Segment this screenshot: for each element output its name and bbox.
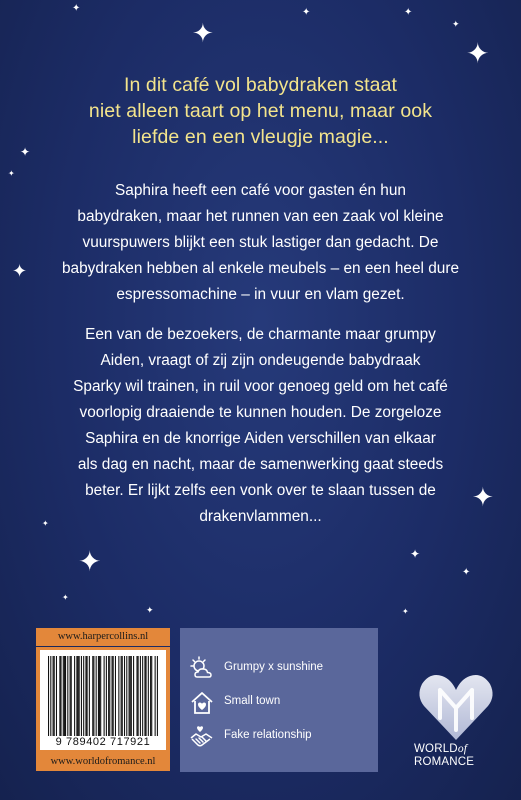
barcode-bar bbox=[146, 656, 147, 736]
tagline-line: In dit café vol babydraken staat bbox=[123, 74, 398, 96]
barcode-block bbox=[36, 628, 170, 772]
barcode-bar bbox=[67, 656, 68, 736]
barcode-bar bbox=[142, 656, 143, 736]
logo-word-world: WORLD bbox=[414, 743, 458, 755]
barcode-bars bbox=[48, 656, 158, 736]
blurb-line: beter. Er lijkt zelfs een vonk over te slaan tussen de bbox=[85, 482, 436, 499]
star-decoration: ✦ bbox=[146, 605, 154, 615]
imprint-url: www.worldofromance.nl bbox=[36, 753, 170, 771]
blurb-line: Saphira heeft een café voor gasten én hun bbox=[115, 182, 406, 199]
trope-item bbox=[180, 656, 378, 682]
barcode-bar bbox=[155, 656, 156, 736]
blurb-line: babydraken hebben al enkele meubels – en een heel dure bbox=[61, 260, 460, 277]
barcode-bar bbox=[96, 656, 97, 736]
barcode-bar bbox=[124, 656, 125, 736]
star-decoration: ✦ bbox=[402, 607, 409, 616]
barcode-bar bbox=[131, 656, 132, 736]
star-decoration: ✦ bbox=[302, 7, 311, 18]
blurb-line: als dag en nacht, maar de samenwerking gaat steeds bbox=[77, 456, 444, 473]
barcode-bar bbox=[65, 656, 66, 736]
barcode-bar bbox=[144, 656, 145, 736]
tagline-line: liefde en een vleugje magie... bbox=[132, 126, 389, 148]
barcode-bar bbox=[118, 656, 119, 736]
star-decoration: ✦ bbox=[78, 546, 102, 577]
barcode-bar bbox=[129, 656, 130, 736]
barcode-bar bbox=[79, 656, 80, 736]
blurb-line: Aiden, vraagt of zij zijn ondeugende babydraak bbox=[100, 352, 421, 369]
barcode-bar bbox=[106, 656, 107, 736]
barcode-bar bbox=[108, 656, 109, 736]
barcode-bar bbox=[104, 656, 105, 736]
trope-item bbox=[180, 690, 378, 716]
blurb-line: Sparky wil trainen, in ruil voor genoeg geld om het café bbox=[73, 378, 448, 395]
house-heart-icon bbox=[188, 690, 216, 716]
barcode-card bbox=[36, 647, 170, 753]
barcode-bar bbox=[92, 656, 93, 736]
barcode-bar bbox=[136, 656, 137, 736]
barcode-bar bbox=[99, 656, 100, 736]
star-decoration: ✦ bbox=[410, 547, 421, 561]
barcode-bar bbox=[74, 656, 75, 736]
barcode-bar bbox=[71, 656, 72, 736]
star-decoration: ✦ bbox=[192, 18, 214, 48]
star-decoration: ✦ bbox=[62, 593, 69, 602]
tagline bbox=[0, 72, 521, 150]
blurb-line: Een van de bezoekers, de charmante maar grumpy bbox=[85, 326, 436, 343]
logo-word-of: of bbox=[457, 743, 468, 755]
logo-wordmark-line2: ROMANCE bbox=[414, 756, 475, 768]
barcode-bar bbox=[98, 656, 99, 736]
barcode-bar bbox=[85, 656, 86, 736]
barcode-bar bbox=[130, 656, 131, 736]
sun-cloud-icon bbox=[188, 656, 216, 682]
barcode-bar bbox=[89, 656, 90, 736]
isbn-number: 9 789402 717921 bbox=[55, 736, 151, 748]
barcode-bar bbox=[59, 656, 60, 736]
barcode-bar bbox=[100, 656, 101, 736]
barcode-bar bbox=[48, 656, 49, 736]
handshake-heart-icon bbox=[188, 724, 216, 750]
barcode-bar bbox=[87, 656, 88, 736]
blurb-line: vuurspuwers blijkt een stuk lastiger dan gedacht. De bbox=[82, 234, 439, 251]
barcode-bar bbox=[50, 656, 51, 736]
tagline-line: niet alleen taart op het menu, maar ook bbox=[88, 100, 433, 122]
trope-label: Fake relationship bbox=[224, 729, 312, 741]
barcode-bar bbox=[83, 656, 84, 736]
barcode-bar bbox=[140, 656, 141, 736]
trope-label: Small town bbox=[224, 695, 281, 707]
blurb-line: voorlopig draaiende te kunnen houden. De zorgeloze bbox=[79, 404, 442, 421]
barcode-bar bbox=[115, 656, 116, 736]
trope-item bbox=[180, 724, 378, 750]
barcode-bar bbox=[53, 656, 54, 736]
blurb-line: espressomachine – in vuur en vlam gezet. bbox=[116, 286, 405, 303]
barcode-bar bbox=[81, 656, 82, 736]
barcode-bar bbox=[121, 656, 122, 736]
star-decoration: ✦ bbox=[8, 169, 15, 178]
star-decoration: ✦ bbox=[72, 3, 81, 14]
star-decoration: ✦ bbox=[12, 261, 28, 281]
barcode-bar bbox=[148, 656, 149, 736]
star-decoration: ✦ bbox=[462, 567, 471, 578]
barcode-bar bbox=[63, 656, 64, 736]
logo-wordmark-line1 bbox=[414, 743, 467, 755]
star-decoration: ✦ bbox=[466, 38, 490, 69]
barcode-bar bbox=[112, 656, 113, 736]
barcode-bar bbox=[56, 656, 57, 736]
barcode-bar bbox=[93, 656, 94, 736]
barcode-bar bbox=[126, 656, 127, 736]
star-decoration: ✦ bbox=[20, 145, 31, 159]
barcode-bar bbox=[150, 656, 151, 736]
trope-label: Grumpy x sunshine bbox=[224, 661, 324, 673]
publisher-url: www.harpercollins.nl bbox=[36, 628, 170, 646]
barcode-bar bbox=[133, 656, 134, 736]
blurb-line: Saphira en de knorrige Aiden verschillen van elkaar bbox=[85, 430, 436, 447]
blurb-line: drakenvlammen... bbox=[199, 508, 322, 525]
blurb-line: babydraken, maar het runnen van een zaak vol kleine bbox=[77, 208, 444, 225]
barcode-bar bbox=[109, 656, 110, 736]
barcode-bar bbox=[54, 656, 55, 736]
barcode-bar bbox=[122, 656, 123, 736]
barcode-bar bbox=[113, 656, 114, 736]
blurb-paragraph-2 bbox=[0, 322, 521, 530]
star-decoration: ✦ bbox=[42, 519, 49, 528]
barcode-bar bbox=[76, 656, 77, 736]
barcode-bar bbox=[77, 656, 78, 736]
barcode bbox=[40, 650, 166, 750]
barcode-bar bbox=[64, 656, 65, 736]
star-decoration: ✦ bbox=[472, 482, 494, 512]
barcode-bar bbox=[60, 656, 61, 736]
blurb-paragraph-1 bbox=[0, 178, 521, 308]
barcode-bar bbox=[151, 656, 152, 736]
barcode-bar bbox=[157, 656, 158, 736]
barcode-bar bbox=[70, 656, 71, 736]
star-decoration: ✦ bbox=[404, 7, 413, 18]
star-decoration: ✦ bbox=[452, 19, 460, 29]
barcode-bar bbox=[138, 656, 139, 736]
